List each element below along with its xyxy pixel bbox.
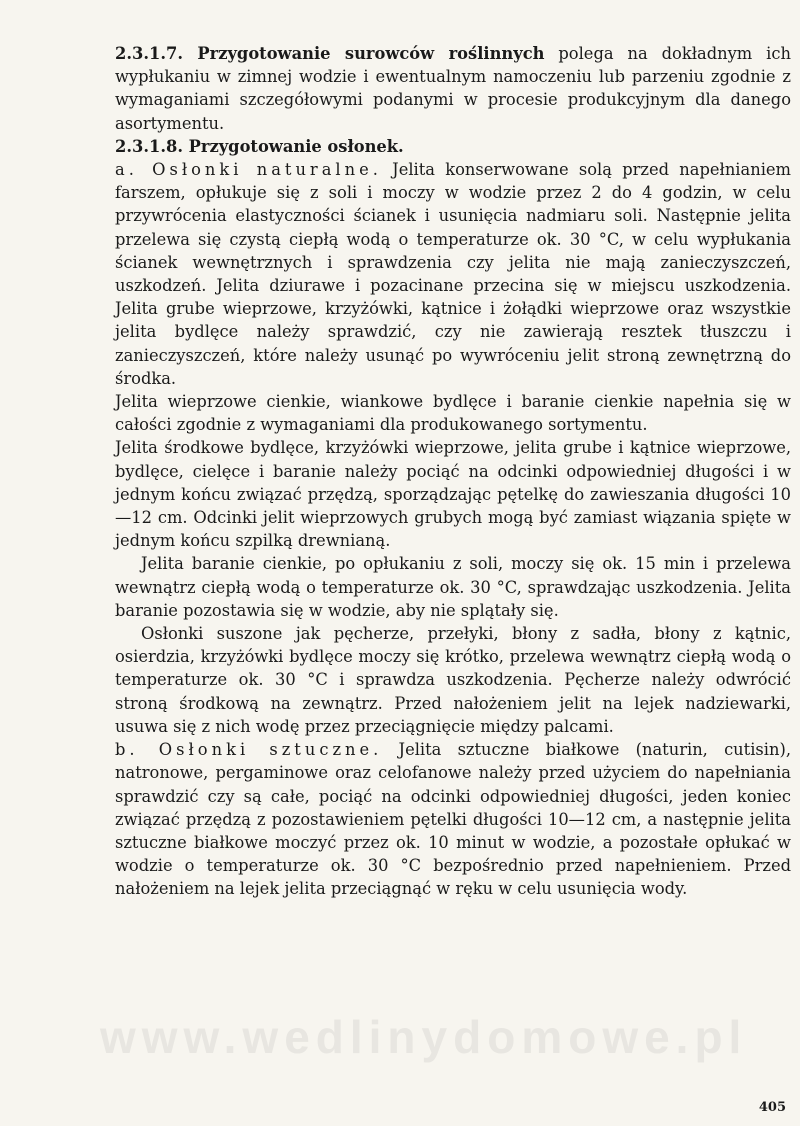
part-b-text-1: Jelita sztuczne białkowe (naturin, cutisin), natronowe, pergaminowe oraz celofanowe należy przed użyciem do napełniania sprawdzić czy są całe, pociąć na odcinki odpowiedniej długości, jeden koniec związać przędzą z pozostawieniem pętelki długości 10—12 cm, a następnie jelita sztuczne białkowe moczyć przez ok. 10 minut w wodzie, a pozostałe opłukać w wodzie o temperaturze ok. 30 °C bezpośrednio przed napełnieniem. Przed nałożeniem na lejek jelita przeciągnąć w ręku w celu usunięcia wody. xyxy=(115,740,791,899)
paragraph-a-4: Jelita baranie cienkie, po opłukaniu z soli, moczy się ok. 15 min i przelewa wewnątrz ciepłą wodą o temperaturze ok. 30 °C, sprawdzając uszkodzenia. Jelita baranie pozostawia się w wodzie, aby nie splątały się. xyxy=(115,554,791,620)
section-body-2-3-1-7: polega na dokładnym ich wypłukaniu w zimnej wodzie i ewentualnym namoczeniu lub parzeniu zgodnie z wymaganiami szczegółowymi podanymi w procesie produkcyjnym dla danego asortymentu. xyxy=(115,44,791,133)
document-page xyxy=(115,42,791,901)
paragraph-a-3: Jelita środkowe bydlęce, krzyżówki wieprzowe, jelita grube i kątnice wieprzowe, bydlęce, cielęce i baranie należy pociąć na odcinki odpowiedniej długości i w jednym końcu związać przędzą, sporządzając pętelkę do zawieszania długości 10—12 cm. Odcinki jelit wieprzowych grubych mogą być zamiast wiązania spięte w jednym końcu szpilką drewnianą. xyxy=(115,438,791,551)
part-b-label: b. Osłonki sztuczne. xyxy=(115,740,383,760)
paragraph-a-2: Jelita wieprzowe cienkie, wiankowe bydlęce i baranie cienkie napełnia się w całości zgodnie z wymaganiami dla produkowanego sortymentu. xyxy=(115,392,791,435)
paragraph-b-1 xyxy=(115,738,791,900)
watermark: www.wedlinydomowe.pl xyxy=(100,1011,748,1063)
page-number: 405 xyxy=(758,1100,786,1115)
part-a-text-1: Jelita konserwowane solą przed napełnianiem farszem, opłukuje się z soli i moczy w wodzie przez 2 do 4 godzin, w celu przywrócenia elastyczności ścianek i usunięcia nadmiaru soli. Następnie jelita przelewa się czystą ciepłą wodą o temperaturze ok. 30 °C, w celu wypłukania ścianek wewnętrznych i sprawdzenia czy jelita nie mają zanieczyszczeń, uszkodzeń. Jelita dziurawe i pozacinane przecina się w miejscu uszkodzenia. Jelita grube wieprzowe, krzyżówki, kątnice i żołądki wieprzowe oraz wszystkie jelita bydlęce należy sprawdzić, czy nie zawierają resztek tłuszczu i zanieczyszczeń, które należy usunąć po wywróceniu jelit stroną zewnętrzną do środka. xyxy=(115,160,791,388)
section-heading-2-3-1-8: 2.3.1.8. Przygotowanie osłonek. xyxy=(115,136,404,156)
paragraph-a-1 xyxy=(115,158,791,390)
part-a-label: a. Osłonki naturalne. xyxy=(115,160,382,180)
paragraph-2-3-1-7 xyxy=(115,42,791,135)
paragraph-a-5: Osłonki suszone jak pęcherze, przełyki, błony z sadła, błony z kątnic, osierdzia, krzyżówki bydlęce moczy się krótko, przelewa wewnątrz ciepłą wodą o temperaturze ok. 30 °C i sprawdza uszkodzenia. Pęcherze należy odwrócić stroną środkową na zewnątrz. Przed nałożeniem jelit na lejek nadziewarki, usuwa się z nich wodę przez przeciągnięcie między palcami. xyxy=(115,624,791,736)
section-heading-2-3-1-7: 2.3.1.7. Przygotowanie surowców roślinnych xyxy=(115,44,545,63)
